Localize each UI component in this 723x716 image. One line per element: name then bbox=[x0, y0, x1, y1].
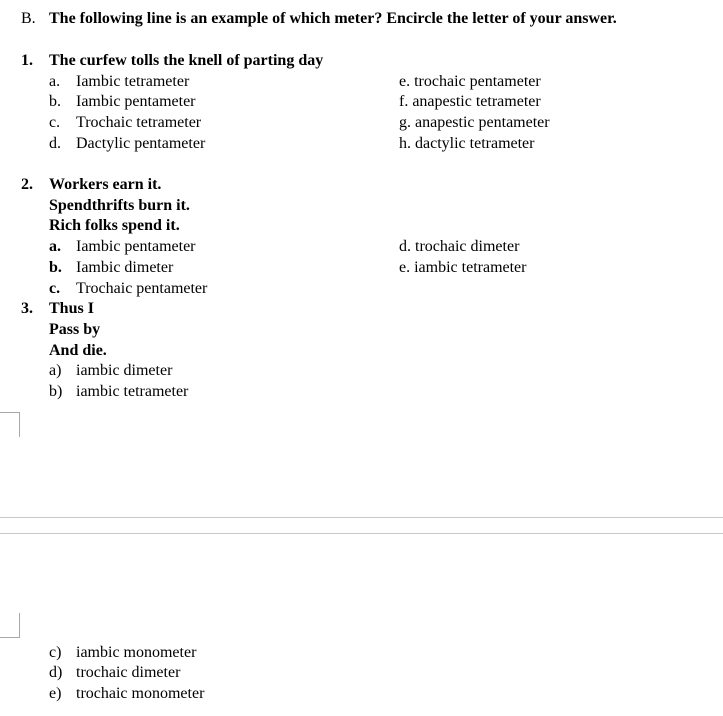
question-1-number: 1. bbox=[21, 52, 33, 69]
page-break-line-bottom bbox=[0, 533, 723, 534]
q1-option-f: f. anapestic tetrameter bbox=[399, 93, 541, 110]
q2-option-a-text: Iambic pentameter bbox=[76, 238, 196, 255]
q2-option-e: e. iambic tetrameter bbox=[399, 259, 527, 276]
q3-option-e-letter: e) bbox=[49, 685, 62, 702]
q2-option-b-text: Iambic dimeter bbox=[76, 259, 174, 276]
page-break-line-top bbox=[0, 517, 723, 518]
q3-option-c-text: iambic monometer bbox=[76, 644, 197, 661]
q1-option-c-text: Trochaic tetrameter bbox=[76, 114, 202, 131]
q1-option-g: g. anapestic pentameter bbox=[399, 114, 550, 131]
q3-option-c-letter: c) bbox=[49, 644, 62, 661]
q1-option-d-text: Dactylic pentameter bbox=[76, 135, 206, 152]
question-2-line-2: Spendthrifts burn it. bbox=[49, 197, 190, 214]
q3-option-b-letter: b) bbox=[49, 383, 63, 400]
q2-option-d: d. trochaic dimeter bbox=[399, 238, 520, 255]
question-3-number: 3. bbox=[21, 300, 33, 317]
q1-option-b-text: Iambic pentameter bbox=[76, 93, 196, 110]
question-2-line-3: Rich folks spend it. bbox=[49, 217, 180, 234]
q2-option-b-letter: b. bbox=[49, 259, 62, 276]
q2-option-c-letter: c. bbox=[49, 280, 61, 297]
question-3-line-3: And die. bbox=[49, 342, 107, 359]
q1-option-a-text: Iambic tetrameter bbox=[76, 73, 190, 90]
q1-option-b-letter: b. bbox=[49, 93, 61, 110]
q2-option-c-text: Trochaic pentameter bbox=[76, 280, 208, 297]
section-instruction: The following line is an example of which meter? Encircle the letter of your answer. bbox=[49, 10, 617, 27]
question-2-number: 2. bbox=[21, 176, 33, 193]
question-2-line-1: Workers earn it. bbox=[49, 176, 162, 193]
q1-option-e: e. trochaic pentameter bbox=[399, 73, 541, 90]
q2-option-a-letter: a. bbox=[49, 238, 61, 255]
q3-option-d-text: trochaic dimeter bbox=[76, 664, 181, 681]
section-heading bbox=[21, 9, 617, 29]
page-corner-mark-bottom bbox=[0, 412, 20, 437]
q3-option-d-letter: d) bbox=[49, 664, 63, 681]
q1-option-d-letter: d. bbox=[49, 135, 61, 152]
q3-option-a-text: iambic dimeter bbox=[76, 362, 173, 379]
section-label: B. bbox=[21, 10, 36, 27]
question-3-line-1: Thus I bbox=[49, 300, 94, 317]
question-3-line-2: Pass by bbox=[49, 321, 101, 338]
question-1-text: The curfew tolls the knell of parting day bbox=[49, 52, 324, 69]
q1-option-a-letter: a. bbox=[49, 73, 61, 90]
q3-option-b-text: iambic tetrameter bbox=[76, 383, 189, 400]
page-corner-mark-top bbox=[0, 613, 20, 638]
q3-option-a-letter: a) bbox=[49, 362, 62, 379]
q3-option-e-text: trochaic monometer bbox=[76, 685, 205, 702]
q1-option-h: h. dactylic tetrameter bbox=[399, 135, 535, 152]
q1-option-c-letter: c. bbox=[49, 114, 61, 131]
